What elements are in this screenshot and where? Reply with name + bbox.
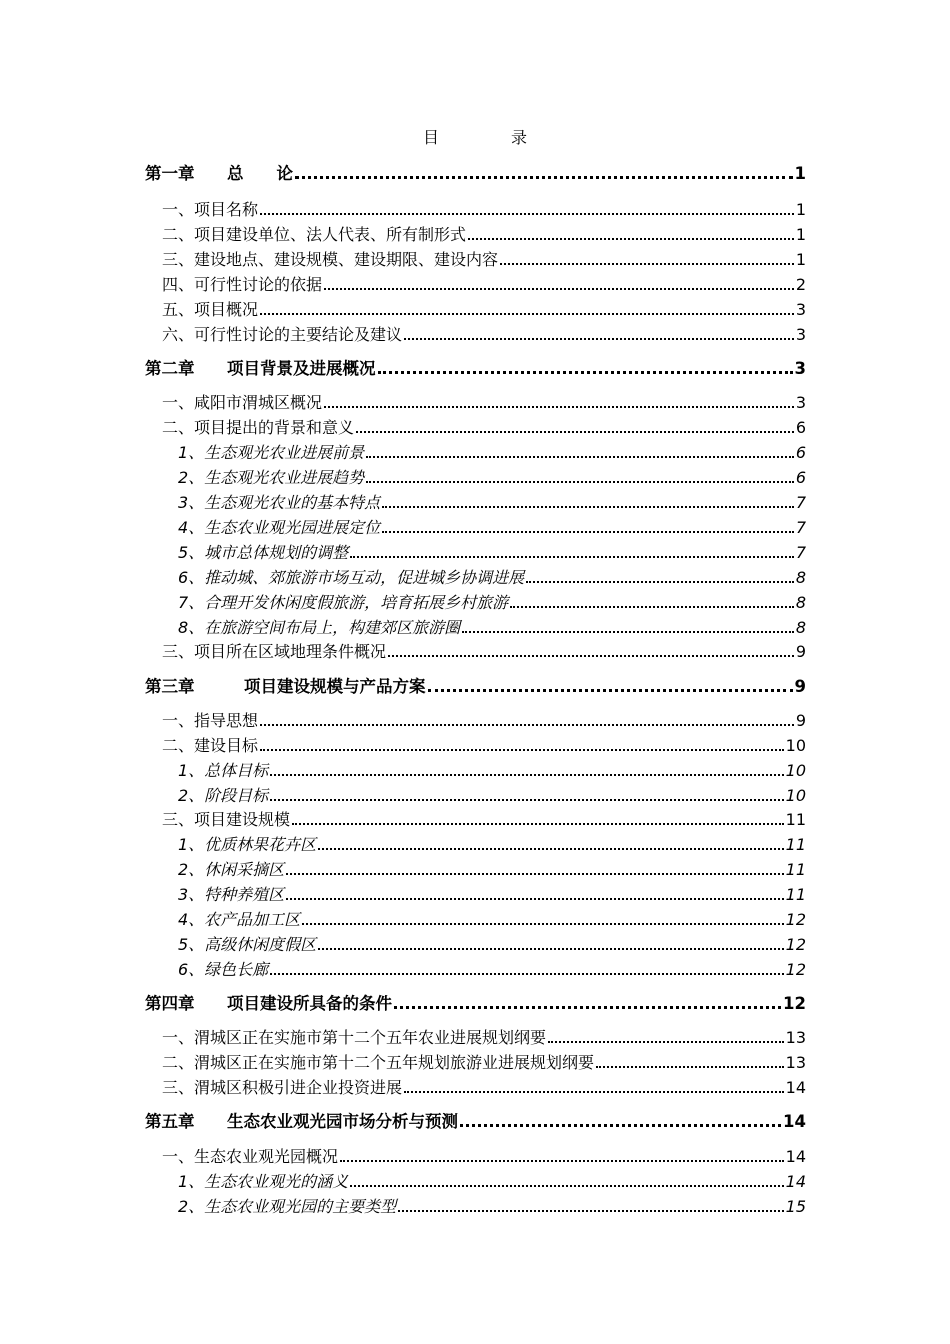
entry-label: 5、城市总体规划的调整 xyxy=(178,543,349,562)
entry-label: 四、可行性讨论的依据 xyxy=(162,275,323,294)
dot-leader xyxy=(292,823,784,825)
toc-title: 目 录 xyxy=(422,128,555,147)
page-number: 11 xyxy=(785,810,806,829)
toc-chapter-4[interactable] xyxy=(145,990,806,1014)
page-number: 12 xyxy=(785,960,806,979)
toc-entry[interactable] xyxy=(162,1049,806,1073)
page-number: 9 xyxy=(794,677,806,696)
page-number: 2 xyxy=(795,275,806,294)
entry-label: 6、绿色长廊 xyxy=(178,960,269,979)
page-number: 10 xyxy=(785,761,806,780)
toc-subentry[interactable] xyxy=(178,782,806,806)
entry-label: 2、阶段目标 xyxy=(178,786,269,805)
page-number: 8 xyxy=(795,618,806,637)
entry-label: 六、可行性讨论的主要结论及建议 xyxy=(162,325,403,344)
dot-leader xyxy=(302,923,783,925)
toc-subentry[interactable] xyxy=(178,539,806,563)
page-number: 9 xyxy=(795,642,806,661)
dot-leader xyxy=(460,1124,781,1127)
entry-label: 1、总体目标 xyxy=(178,761,269,780)
dot-leader xyxy=(378,371,793,374)
toc-chapter-2[interactable] xyxy=(145,355,806,379)
chapter-title: 项目建设所具备的条件 xyxy=(227,994,392,1013)
entry-label: 三、渭城区积极引进企业投资进展 xyxy=(162,1078,403,1097)
dot-leader xyxy=(388,655,794,657)
dot-leader xyxy=(318,948,783,950)
entry-label: 1、生态观光农业进展前景 xyxy=(178,443,365,462)
page-number: 13 xyxy=(785,1028,806,1047)
entry-label: 2、生态观光农业进展趋势 xyxy=(178,468,365,487)
entry-label: 6、推动城、郊旅游市场互动，促进城乡协调进展 xyxy=(178,568,525,587)
page-number: 11 xyxy=(785,835,806,854)
toc-chapter-1[interactable] xyxy=(145,160,806,184)
entry-label: 一、咸阳市渭城区概况 xyxy=(162,393,323,412)
dot-leader xyxy=(366,481,794,483)
toc-entry[interactable] xyxy=(162,1143,806,1167)
toc-entry[interactable] xyxy=(162,221,806,245)
toc-subentry[interactable] xyxy=(178,564,806,588)
page-number: 3 xyxy=(795,393,806,412)
dot-leader xyxy=(548,1041,784,1043)
toc-entry[interactable] xyxy=(162,271,806,295)
page-number: 6 xyxy=(795,418,806,437)
dot-leader xyxy=(340,1160,784,1162)
page-number: 1 xyxy=(794,164,806,183)
page-number: 11 xyxy=(785,885,806,904)
dot-leader xyxy=(270,973,783,975)
toc-entry[interactable] xyxy=(162,196,806,220)
page-number: 7 xyxy=(795,493,806,512)
dot-leader xyxy=(270,799,783,801)
entry-label: 一、指导思想 xyxy=(162,711,259,730)
entry-label: 7、合理开发休闲度假旅游，培育拓展乡村旅游 xyxy=(178,593,509,612)
toc-entry[interactable] xyxy=(162,707,806,731)
dot-leader xyxy=(382,506,794,508)
entry-label: 4、农产品加工区 xyxy=(178,910,301,929)
page-number: 14 xyxy=(785,1172,806,1191)
dot-leader xyxy=(286,873,783,875)
entry-label: 三、项目建设规模 xyxy=(162,810,291,829)
dot-leader xyxy=(404,1091,784,1093)
toc-entry[interactable] xyxy=(162,296,806,320)
page-number: 1 xyxy=(795,200,806,219)
toc-entry[interactable] xyxy=(162,321,806,345)
dot-leader xyxy=(286,898,783,900)
chapter-number: 第二章 xyxy=(145,359,195,378)
page-number: 14 xyxy=(783,1112,806,1131)
chapter-number: 第五章 xyxy=(145,1112,195,1131)
dot-leader xyxy=(350,556,794,558)
page-number: 9 xyxy=(795,711,806,730)
dot-leader xyxy=(318,848,783,850)
toc-subentry[interactable] xyxy=(178,514,806,538)
dot-leader xyxy=(398,1210,783,1212)
page-number: 11 xyxy=(785,860,806,879)
page-number: 10 xyxy=(785,736,806,755)
toc-subentry[interactable] xyxy=(178,464,806,488)
page-number: 7 xyxy=(795,518,806,537)
toc-subentry[interactable] xyxy=(178,856,806,880)
toc-subentry[interactable] xyxy=(178,931,806,955)
toc-entry[interactable] xyxy=(162,246,806,270)
chapter-number: 第一章 xyxy=(145,164,195,183)
dot-leader xyxy=(468,238,794,240)
entry-label: 三、建设地点、建设规模、建设期限、建设内容 xyxy=(162,250,499,269)
page-number: 1 xyxy=(795,250,806,269)
toc-entry[interactable] xyxy=(162,732,806,756)
toc-entry[interactable] xyxy=(162,806,806,830)
toc-subentry[interactable] xyxy=(178,956,806,980)
page-number: 10 xyxy=(785,786,806,805)
toc-subentry[interactable] xyxy=(178,1193,806,1217)
page-number: 3 xyxy=(795,300,806,319)
entry-label: 一、渭城区正在实施市第十二个五年农业进展规划纲要 xyxy=(162,1028,547,1047)
toc-subentry[interactable] xyxy=(178,831,806,855)
entry-label: 五、项目概况 xyxy=(162,300,259,319)
dot-leader xyxy=(324,288,794,290)
toc-entry[interactable] xyxy=(162,389,806,413)
chapter-title: 项目背景及进展概况 xyxy=(227,359,376,378)
toc-entry[interactable] xyxy=(162,638,806,662)
entry-label: 8、在旅游空间布局上，构建郊区旅游圈 xyxy=(178,618,461,637)
dot-leader xyxy=(428,689,793,692)
entry-label: 三、项目所在区域地理条件概况 xyxy=(162,642,387,661)
chapter-title: 总 论 xyxy=(227,164,293,183)
toc-chapter-5[interactable] xyxy=(145,1108,806,1132)
toc-entry[interactable] xyxy=(162,1024,806,1048)
page-number: 14 xyxy=(785,1078,806,1097)
page-number: 3 xyxy=(795,325,806,344)
chapter-number: 第四章 xyxy=(145,994,195,1013)
entry-label: 2、休闲采摘区 xyxy=(178,860,285,879)
entry-label: 1、生态农业观光的涵义 xyxy=(178,1172,349,1191)
entry-label: 3、生态观光农业的基本特点 xyxy=(178,493,381,512)
page-number: 13 xyxy=(785,1053,806,1072)
dot-leader xyxy=(462,631,794,633)
dot-leader xyxy=(260,749,784,751)
toc-subentry[interactable] xyxy=(178,439,806,463)
entry-label: 2、生态农业观光园的主要类型 xyxy=(178,1197,397,1216)
page-number: 6 xyxy=(795,468,806,487)
page-number: 8 xyxy=(795,568,806,587)
page-number: 8 xyxy=(795,593,806,612)
toc-entry[interactable] xyxy=(162,414,806,438)
entry-label: 4、生态农业观光园进展定位 xyxy=(178,518,381,537)
page-number: 12 xyxy=(785,910,806,929)
entry-label: 一、生态农业观光园概况 xyxy=(162,1147,339,1166)
page-number: 14 xyxy=(785,1147,806,1166)
chapter-title: 项目建设规模与产品方案 xyxy=(244,677,426,696)
dot-leader xyxy=(356,431,794,433)
entry-label: 3、特种养殖区 xyxy=(178,885,285,904)
toc-chapter-3[interactable] xyxy=(145,673,806,697)
page-number: 7 xyxy=(795,543,806,562)
toc-subentry[interactable] xyxy=(178,1168,806,1192)
dot-leader xyxy=(260,213,794,215)
entry-label: 二、建设目标 xyxy=(162,736,259,755)
dot-leader xyxy=(394,1006,781,1009)
chapter-title: 生态农业观光园市场分析与预测 xyxy=(227,1112,458,1131)
dot-leader xyxy=(500,263,794,265)
dot-leader xyxy=(404,338,794,340)
dot-leader xyxy=(324,406,794,408)
dot-leader xyxy=(596,1066,784,1068)
page-number: 6 xyxy=(795,443,806,462)
toc-subentry[interactable] xyxy=(178,757,806,781)
dot-leader xyxy=(526,581,794,583)
dot-leader xyxy=(260,313,794,315)
page-number: 1 xyxy=(795,225,806,244)
entry-label: 二、项目建设单位、法人代表、所有制形式 xyxy=(162,225,467,244)
entry-label: 1、优质林果花卉区 xyxy=(178,835,317,854)
toc-subentry[interactable] xyxy=(178,614,806,638)
entry-label: 二、渭城区正在实施市第十二个五年规划旅游业进展规划纲要 xyxy=(162,1053,595,1072)
page-number: 3 xyxy=(794,359,806,378)
entry-label: 一、项目名称 xyxy=(162,200,259,219)
entry-label: 5、高级休闲度假区 xyxy=(178,935,317,954)
page-number: 12 xyxy=(783,994,806,1013)
toc-subentry[interactable] xyxy=(178,489,806,513)
dot-leader xyxy=(270,774,783,776)
toc-subentry[interactable] xyxy=(178,589,806,613)
toc-subentry[interactable] xyxy=(178,881,806,905)
chapter-number: 第三章 xyxy=(145,677,195,696)
dot-leader xyxy=(350,1185,783,1187)
dot-leader xyxy=(382,531,794,533)
dot-leader xyxy=(366,456,794,458)
entry-label: 二、项目提出的背景和意义 xyxy=(162,418,355,437)
dot-leader xyxy=(295,176,793,179)
page-number: 15 xyxy=(785,1197,806,1216)
page-number: 12 xyxy=(785,935,806,954)
dot-leader xyxy=(260,724,794,726)
toc-subentry[interactable] xyxy=(178,906,806,930)
toc-entry[interactable] xyxy=(162,1074,806,1098)
dot-leader xyxy=(510,606,794,608)
